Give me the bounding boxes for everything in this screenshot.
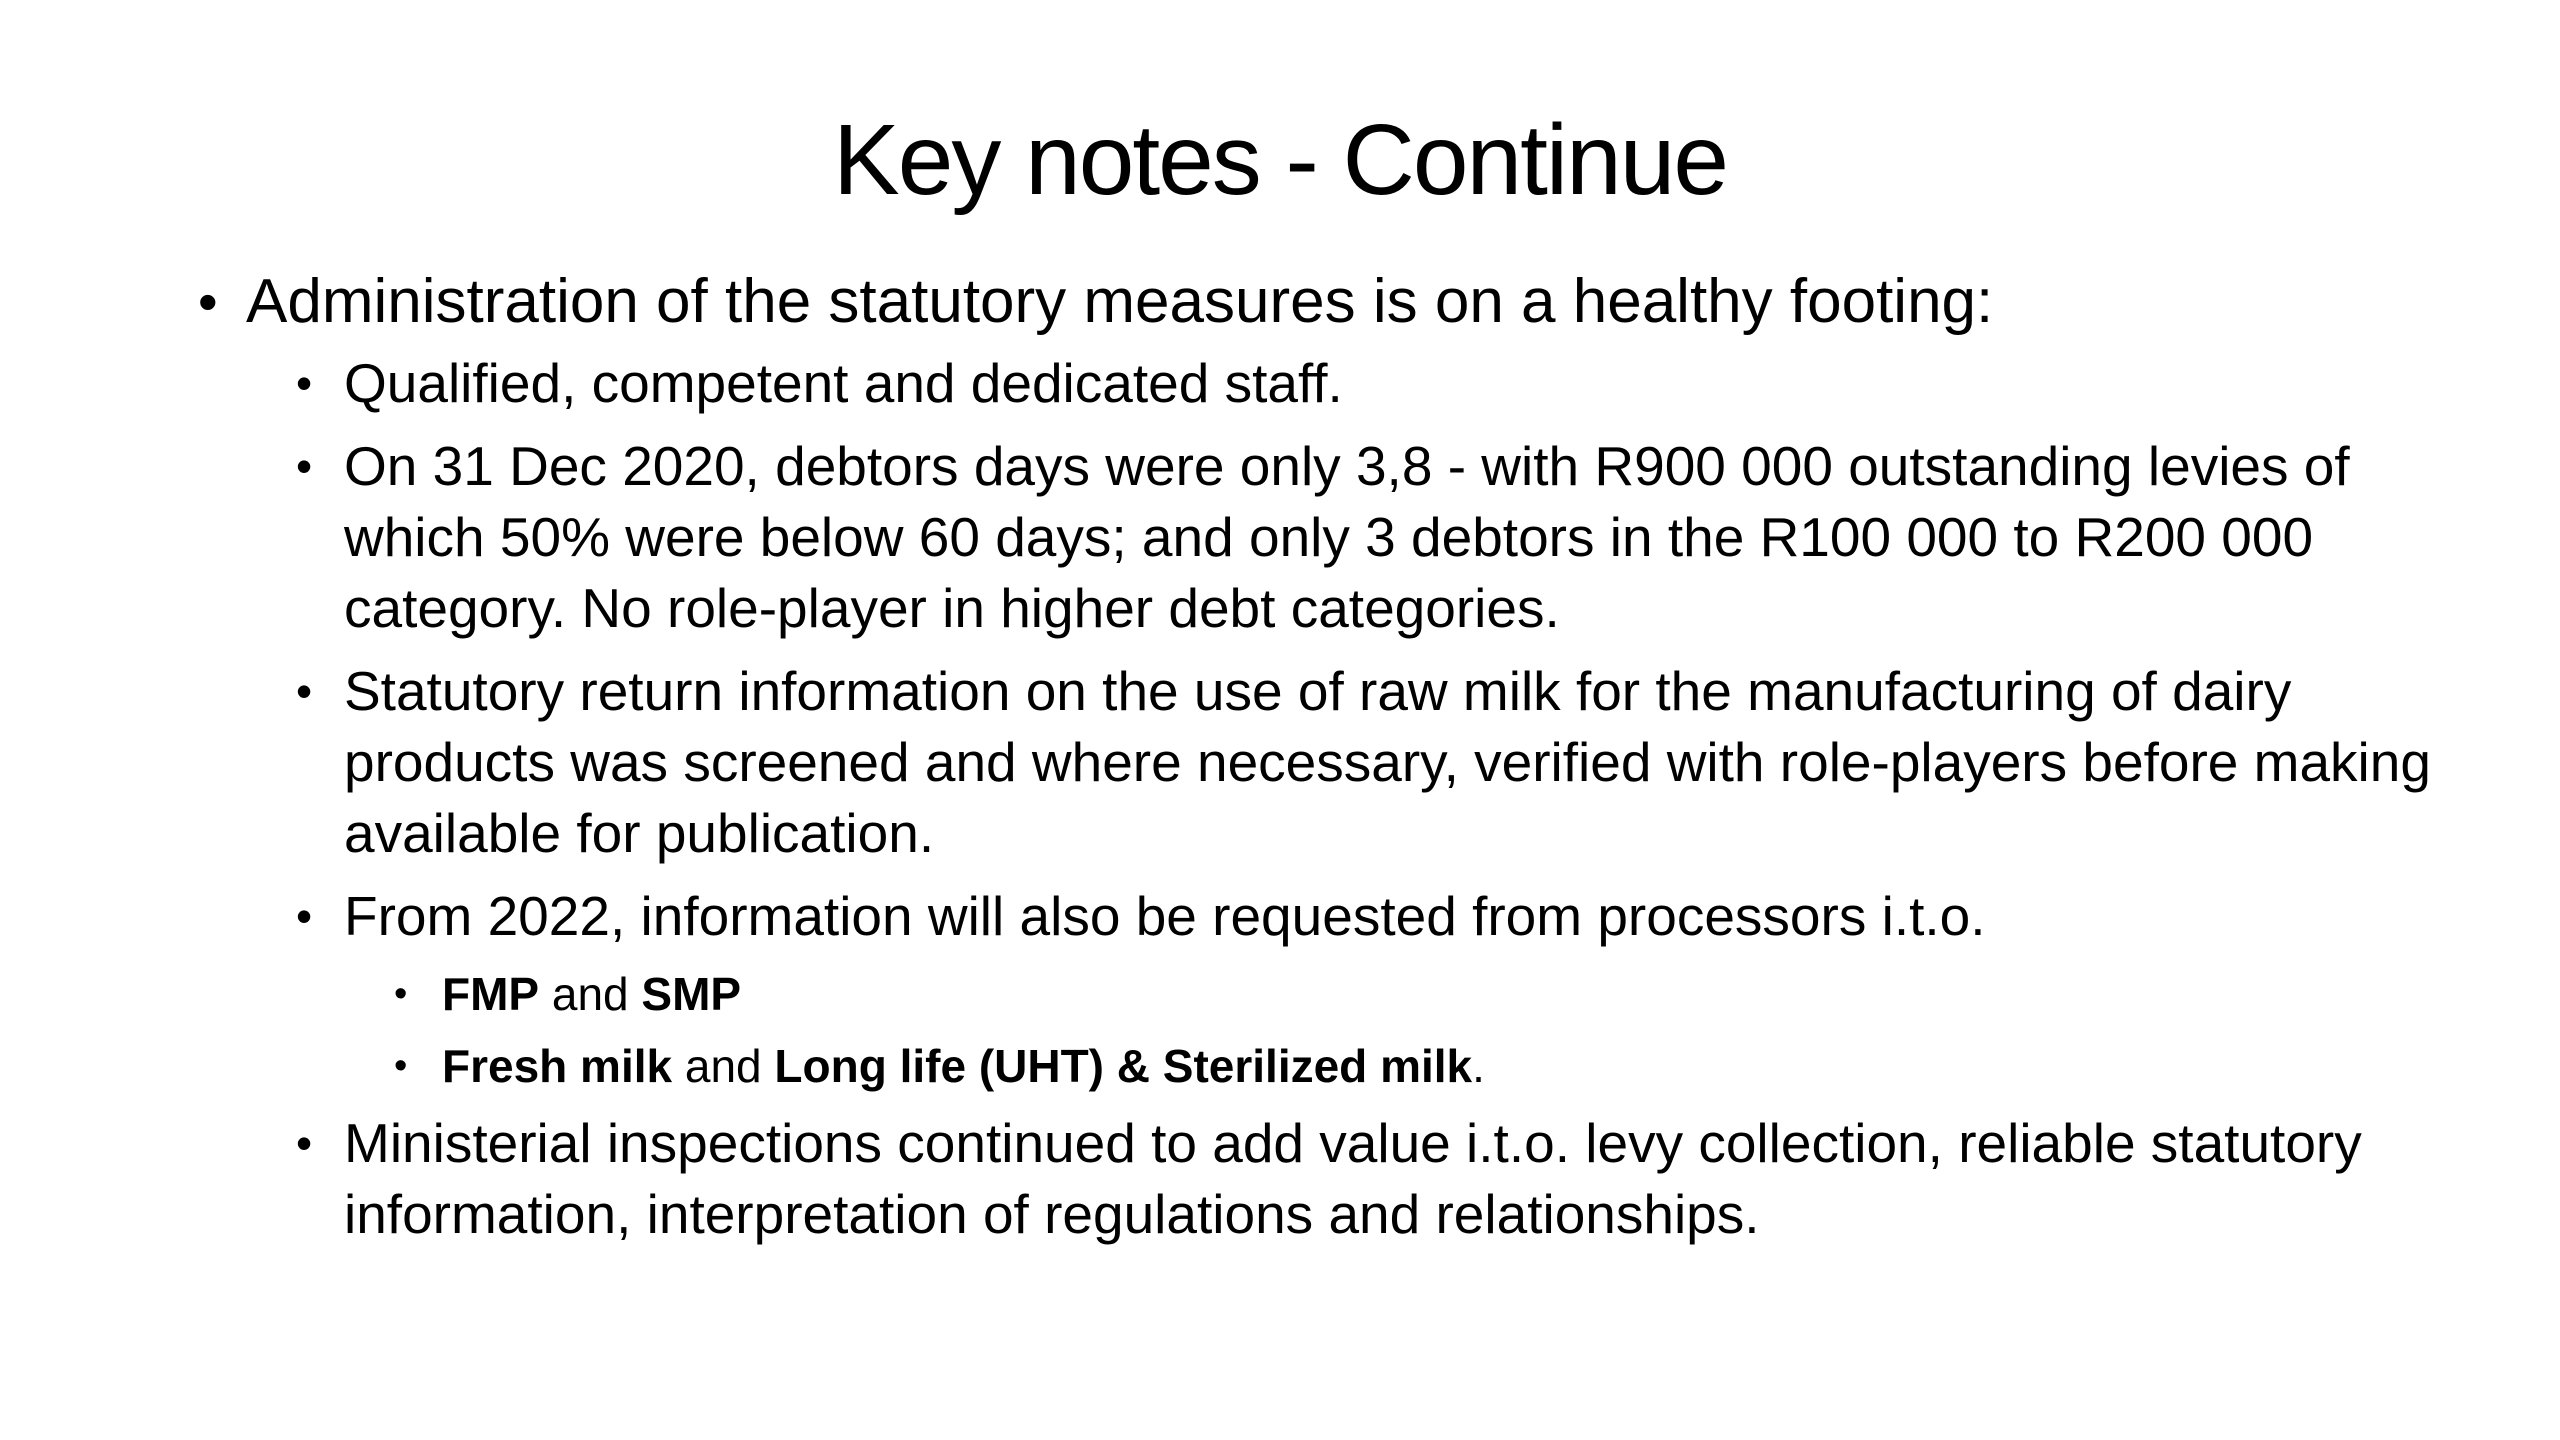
bullet-icon: • bbox=[296, 890, 313, 942]
sub-point-text: From 2022, information will also be requested from processors i.t.o. bbox=[344, 885, 1986, 947]
product-name: Fresh milk bbox=[442, 1040, 673, 1092]
sub-point-text: Qualified, competent and dedicated staff. bbox=[344, 352, 1343, 414]
sub-point-text: On 31 Dec 2020, debtors days were only 3,8 - with R900 000 outstanding levies of which 50% were below 60 days; and only 3 debtors in the R100 000 to R200 000 category. No role-player in higher debt categories. bbox=[344, 435, 2350, 639]
bullet-sub-sub-point-fmp-smp bbox=[394, 964, 2438, 1024]
sub-point-text: Statutory return information on the use of raw milk for the manufacturing of dairy products was screened and where necessary, verified with role-players before making available for publication. bbox=[344, 660, 2431, 864]
slide-content bbox=[198, 262, 2438, 1262]
bullet-main-point bbox=[198, 262, 2438, 342]
product-name: FMP bbox=[442, 968, 540, 1020]
bullet-icon: • bbox=[296, 665, 313, 717]
bullet-sub-point-statutory-return bbox=[296, 656, 2438, 869]
bullet-icon: • bbox=[394, 973, 408, 1015]
bullet-sub-sub-point-milk-types bbox=[394, 1036, 2438, 1096]
bullet-sub-point-processors bbox=[296, 881, 2438, 952]
product-name: SMP bbox=[641, 968, 742, 1020]
slide-title: Key notes - Continue bbox=[833, 104, 1727, 216]
bullet-icon: • bbox=[296, 1117, 313, 1169]
connector-text: and bbox=[539, 968, 642, 1020]
main-point-text: Administration of the statutory measures is on a healthy footing: bbox=[246, 267, 1994, 336]
bullet-sub-point-staff bbox=[296, 348, 2438, 419]
bullet-icon: • bbox=[296, 357, 313, 409]
bullet-sub-point-inspections bbox=[296, 1108, 2438, 1250]
end-text: . bbox=[1472, 1040, 1485, 1092]
bullet-icon: • bbox=[394, 1045, 408, 1087]
bullet-icon: • bbox=[296, 440, 313, 492]
bullet-icon: • bbox=[198, 270, 218, 333]
sub-point-text: Ministerial inspections continued to add value i.t.o. levy collection, reliable statutory information, interpretation of regulations and relationships. bbox=[344, 1112, 2362, 1245]
bullet-sub-point-debtors bbox=[296, 431, 2438, 644]
product-name: Long life (UHT) & Sterilized milk bbox=[774, 1040, 1473, 1092]
connector-text: and bbox=[672, 1040, 775, 1092]
